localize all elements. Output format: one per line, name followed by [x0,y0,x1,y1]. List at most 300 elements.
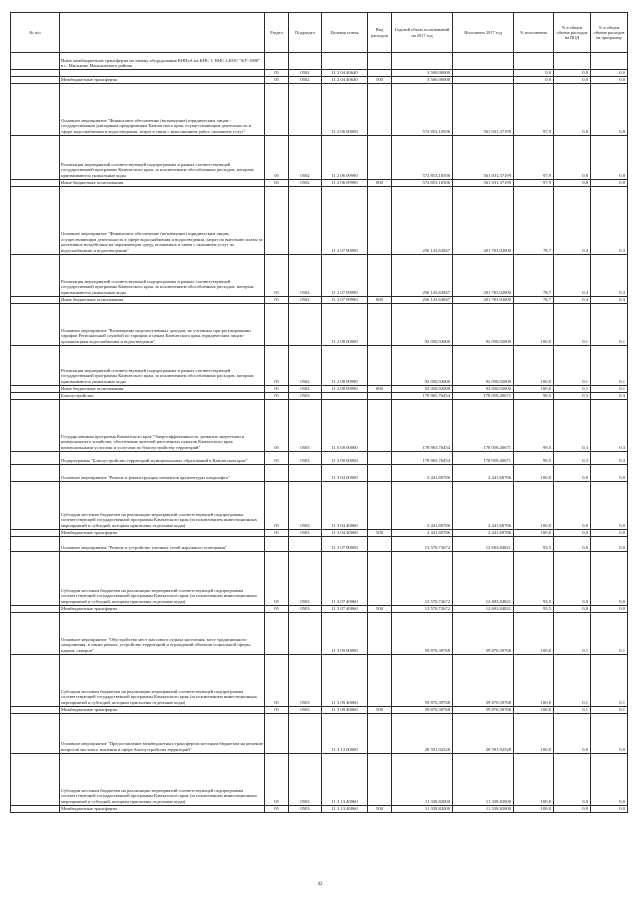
header-razdel: Раздел [265,13,289,53]
row-name-cell: Иные бюджетные ассигнования [60,296,265,303]
header-execution-percent: % исполнения [514,13,554,53]
row-podrazdel-cell: 0503 [289,706,322,713]
row-name-cell: Иные бюджетные ассигнования [60,179,265,186]
row-allocation-cell: 59 870,39768 [392,706,453,713]
row-number-cell [11,481,60,529]
row-share-program-cell: 0,0 [591,753,628,805]
row-expense-type-cell [368,186,392,254]
row-share-program-cell: 0,1 [591,303,628,345]
table-row [11,713,628,753]
row-expense-type-cell: 800 [368,296,392,303]
row-name-cell: Реализация мероприятий соответствующей подпрограммы в рамках соответствующей государственной программы Камчатского края, за исключением обособленных расходов, которым присваиваются уникальные коды [60,254,265,296]
row-share-program-cell: 0,3 [591,399,628,451]
row-number-cell [11,805,60,812]
table-header-row [11,13,628,53]
row-share-pod-cell: 0,0 [554,753,591,805]
row-share-pod-cell: 0,0 [554,605,591,612]
row-target-article-cell: 11 3 13 00000 [322,713,368,753]
row-podrazdel-cell: 0503 [289,753,322,805]
row-share-pod-cell: 0,3 [554,399,591,451]
row-executed-cell: 561 031,37199 [453,135,514,179]
row-name-cell: Основное мероприятие "Ремонт и реконструкция элементов архитектуры ландшафта" [60,464,265,481]
row-share-program-cell: 0,1 [591,654,628,706]
row-name-cell: Реализация мероприятий соответствующей подпрограммы в рамках соответствующей государственной программы Камчатского края, за исключением обособленных расходов, которым присваиваются уникальные коды [60,345,265,385]
row-target-article-cell: 11 3 13 40060 [322,805,368,812]
row-share-pod-cell: 0,0 [554,76,591,83]
row-target-article-cell: 11 3 09 40060 [322,706,368,713]
row-execution-percent-cell: 78,7 [514,186,554,254]
row-allocation-cell: 13 570,72672 [392,605,453,612]
row-allocation-cell: 256 143,63847 [392,296,453,303]
row-allocation-cell: 92 050,92000 [392,385,453,392]
row-allocation-cell: 2 441,69786 [392,529,453,536]
row-number-cell [11,296,60,303]
row-allocation-cell: 2 441,69786 [392,464,453,481]
row-share-program-cell: 0,0 [591,805,628,812]
row-podrazdel-cell: 0502 [289,179,322,186]
row-execution-percent-cell [514,53,554,70]
row-name-cell: Межбюджетные трансферты [60,529,265,536]
page-number: 42 [317,882,323,887]
row-execution-percent-cell: 100,0 [514,805,554,812]
header-podrazdel: Подраздел [289,13,322,53]
row-razdel-cell: 05 [265,451,289,464]
row-executed-cell: 59 870,39768 [453,612,514,654]
row-name-cell: Межбюджетные трансферты [60,76,265,83]
row-executed-cell: 178 058,40671 [453,399,514,451]
row-number-cell [11,529,60,536]
row-number-cell [11,451,60,464]
row-target-article-cell: 11 2 04 40640 [322,76,368,83]
row-share-program-cell: 0,1 [591,706,628,713]
row-executed-cell: 201 703,92000 [453,186,514,254]
row-target-article-cell: 11 3 07 40060 [322,551,368,605]
row-expense-type-cell [368,303,392,345]
row-allocation-cell: 28 591,92528 [392,713,453,753]
row-executed-cell: 178 058,40671 [453,451,514,464]
row-number-cell [11,135,60,179]
row-executed-cell: 12 693,84821 [453,536,514,551]
row-share-program-cell: 0,3 [591,254,628,296]
row-share-program-cell: 0,3 [591,392,628,399]
table-row [11,399,628,451]
row-share-pod-cell: 0,0 [554,713,591,753]
row-expense-type-cell [368,254,392,296]
row-number-cell [11,464,60,481]
row-share-pod-cell: 0,1 [554,345,591,385]
row-execution-percent-cell: 100,0 [514,464,554,481]
row-number-cell [11,186,60,254]
row-razdel-cell: 05 [265,296,289,303]
row-name-cell: Субсидии местным бюджетам на реализацию мероприятий соответствующей подпрограммы соответствующей государственной программы Камчатского края (за исключением инвестиционных мероприятий и субсидий, которым присвоены отдельные коды) [60,481,265,529]
row-expense-type-cell: 500 [368,605,392,612]
row-executed-cell: 59 870,39768 [453,706,514,713]
header-share-pod: % в общем объеме расходов на ПОД [554,13,591,53]
row-allocation-cell: 178 965,76454 [392,392,453,399]
row-razdel-cell [265,186,289,254]
row-allocation-cell: 256 143,63847 [392,254,453,296]
row-share-program-cell: 0,0 [591,536,628,551]
row-execution-percent-cell: 78,7 [514,296,554,303]
row-executed-cell: 11 339,82000 [453,753,514,805]
row-executed-cell: 12 693,84821 [453,551,514,605]
table-row [11,612,628,654]
row-name-cell: Межбюджетные трансферты [60,605,265,612]
row-execution-percent-cell: 0,0 [514,76,554,83]
row-expense-type-cell: 500 [368,76,392,83]
row-expense-type-cell: 800 [368,385,392,392]
row-name-cell: Межбюджетные трансферты [60,805,265,812]
row-razdel-cell: 05 [265,392,289,399]
row-razdel-cell [265,713,289,753]
row-target-article-cell: 11 2 06 00000 [322,83,368,135]
row-target-article-cell: 11 2 08 09990 [322,345,368,385]
row-share-program-cell: 0,0 [591,605,628,612]
row-podrazdel-cell: 0502 [289,345,322,385]
row-execution-percent-cell: 100,0 [514,345,554,385]
row-execution-percent-cell: 97,9 [514,83,554,135]
row-share-pod-cell: 0,1 [554,654,591,706]
row-podrazdel-cell: 0503 [289,399,322,451]
row-razdel-cell: 05 [265,345,289,385]
row-share-program-cell: 0,1 [591,385,628,392]
row-target-article-cell: 11 2 07 00000 [322,186,368,254]
header-expense-type: Вид расходов [368,13,392,53]
row-executed-cell [453,70,514,77]
row-target-article-cell: 11 2 08 09990 [322,385,368,392]
row-name-cell: Основное мероприятие "Финансовое обеспечение (возмещение) юридическим лицам - государственным унитарным предприятиям Камчатского края, осуществляющим деятельность в сфере водоснабжения и водоотведения, затрат в связи с выполнением работ, оказанием услуг" [60,83,265,135]
row-number-cell [11,713,60,753]
row-share-program-cell: 0,0 [591,713,628,753]
row-share-program-cell: 0,1 [591,345,628,385]
row-share-program-cell: 0,0 [591,464,628,481]
header-share-program: % в общем объеме расходов на программу [591,13,628,53]
row-name-cell [60,70,265,77]
row-podrazdel-cell [289,303,322,345]
row-execution-percent-cell: 99,5 [514,399,554,451]
table-row [11,481,628,529]
row-share-pod-cell: 0,1 [554,612,591,654]
row-target-article-cell: 11 2 06 09990 [322,135,368,179]
row-expense-type-cell [368,654,392,706]
table-row [11,706,628,713]
row-name-cell: Основное мероприятие "Финансовое обеспечение (возмещение) юридическим лицам, осуществляющим деятельность в сфере водоснабжения и водоотведения, затрат по внесению платы за негативное воздействие на окружающую среду, возникших в связи с оказанием услуг по водоснабжению и водоотведению" [60,186,265,254]
row-expense-type-cell [368,345,392,385]
row-allocation-cell: 178 965,76454 [392,399,453,451]
row-expense-type-cell [368,713,392,753]
row-expense-type-cell: 500 [368,805,392,812]
row-number-cell [11,551,60,605]
row-share-pod-cell: 0,0 [554,481,591,529]
table-row [11,179,628,186]
row-expense-type-cell [368,53,392,70]
row-share-pod-cell: 0,3 [554,451,591,464]
table-row [11,296,628,303]
row-razdel-cell: 05 [265,605,289,612]
row-number-cell [11,345,60,385]
row-executed-cell: 59 870,39768 [453,654,514,706]
row-name-cell: Субсидии местным бюджетам на реализацию мероприятий соответствующей подпрограммы соответствующей государственной программы Камчатского края (за исключением инвестиционных мероприятий и субсидий, которым присвоены отдельные коды) [60,753,265,805]
row-executed-cell [453,53,514,70]
row-share-program-cell: 0,0 [591,76,628,83]
row-share-pod-cell: 0,8 [554,83,591,135]
row-share-pod-cell: 0,0 [554,536,591,551]
row-podrazdel-cell: 0502 [289,254,322,296]
row-execution-percent-cell: 100,0 [514,385,554,392]
row-allocation-cell: 92 050,92000 [392,303,453,345]
row-execution-percent-cell: 93,5 [514,536,554,551]
header-no: № п/п [11,13,60,53]
row-razdel-cell: 05 [265,70,289,77]
row-target-article-cell [322,53,368,70]
row-number-cell [11,654,60,706]
row-share-program-cell: 0,0 [591,481,628,529]
table-row [11,464,628,481]
row-share-pod-cell: 0,8 [554,135,591,179]
table-row [11,654,628,706]
row-executed-cell: 28 591,92528 [453,713,514,753]
row-allocation-cell: 3 500,00000 [392,76,453,83]
row-allocation-cell: 256 143,63847 [392,186,453,254]
row-allocation-cell: 13 570,72672 [392,536,453,551]
row-target-article-cell: 11 3 00 00000 [322,451,368,464]
row-number-cell [11,706,60,713]
row-razdel-cell: 05 [265,385,289,392]
row-razdel-cell [265,612,289,654]
row-allocation-cell: 3 500,00000 [392,70,453,77]
row-number-cell [11,612,60,654]
row-execution-percent-cell: 93,5 [514,551,554,605]
row-razdel-cell: 05 [265,753,289,805]
row-execution-percent-cell: 0,0 [514,70,554,77]
row-allocation-cell: 572 853,10506 [392,83,453,135]
row-share-pod-cell: 0,0 [554,551,591,605]
row-number-cell [11,392,60,399]
row-share-program-cell: 0,3 [591,451,628,464]
row-executed-cell: 92 050,92000 [453,303,514,345]
row-target-article-cell: 11 3 04 40060 [322,529,368,536]
row-name-cell: Подпрограмма "Благоустройство территорий муниципальных образований в Камчатском крае" [60,451,265,464]
row-execution-percent-cell: 97,9 [514,135,554,179]
row-expense-type-cell [368,83,392,135]
row-execution-percent-cell: 97,9 [514,179,554,186]
budget-execution-table [10,12,628,813]
row-target-article-cell: 11 2 06 09990 [322,179,368,186]
row-razdel-cell [265,83,289,135]
table-row [11,83,628,135]
row-expense-type-cell [368,464,392,481]
row-razdel-cell: 05 [265,654,289,706]
row-number-cell [11,753,60,805]
table-row [11,753,628,805]
row-podrazdel-cell: 0502 [289,135,322,179]
row-target-article-cell: 11 3 09 40060 [322,654,368,706]
row-name-cell: Благоустройство [60,392,265,399]
table-row [11,805,628,812]
row-name-cell: Основное мероприятие "Предоставление межбюджетных трансфертов местным бюджетам на решение вопросов местного значения в сфере благоустройства территорий" [60,713,265,753]
row-name-cell: Основное мероприятие "Обустройство мест массового отдыха населения, мест традиционного захоронения, в также ремонт, устройство территорий и ограждений объектов социальной сферы, парков, скверов" [60,612,265,654]
row-name-cell: Государственная программа Камчатского края "Энергоэффективность, развитие энергетики и коммунального хозяйства, обеспечение жителей населенных пунктов Камчатского края коммунальными услугами и услугами по благоустройству территорий" [60,399,265,451]
row-share-pod-cell: 0,0 [554,70,591,77]
row-expense-type-cell [368,612,392,654]
row-name-cell: Иные бюджетные ассигнования [60,385,265,392]
row-podrazdel-cell: 0503 [289,481,322,529]
row-execution-percent-cell: 93,5 [514,605,554,612]
row-razdel-cell: 05 [265,254,289,296]
row-razdel-cell [265,464,289,481]
header-name [60,13,265,53]
row-executed-cell: 201 703,92000 [453,296,514,303]
row-executed-cell: 92 050,92000 [453,345,514,385]
row-razdel-cell: 05 [265,399,289,451]
row-execution-percent-cell: 99,5 [514,392,554,399]
row-executed-cell [453,76,514,83]
row-number-cell [11,53,60,70]
table-row [11,186,628,254]
row-podrazdel-cell: 0502 [289,70,322,77]
row-podrazdel-cell [289,83,322,135]
row-razdel-cell: 05 [265,76,289,83]
row-podrazdel-cell: 0503 [289,805,322,812]
row-number-cell [11,76,60,83]
row-name-cell: Основное мероприятие "Возмещение недополученных доходов, не учтенных при регулировании тарифов Региональной службой по тарифам и ценам Камчатского края, юридическим лицам - организациям водоснабжения и водоотведения" [60,303,265,345]
row-razdel-cell: 05 [265,481,289,529]
row-allocation-cell: 59 870,39768 [392,654,453,706]
row-number-cell [11,254,60,296]
row-allocation-cell: 11 339,82000 [392,805,453,812]
table-body [11,53,628,813]
row-razdel-cell: 05 [265,529,289,536]
row-podrazdel-cell: 0502 [289,76,322,83]
row-podrazdel-cell: 0503 [289,392,322,399]
row-target-article-cell: 11 3 04 40060 [322,481,368,529]
row-expense-type-cell [368,753,392,805]
table-row [11,303,628,345]
row-execution-percent-cell: 100,0 [514,713,554,753]
row-execution-percent-cell: 78,7 [514,254,554,296]
table-row [11,605,628,612]
row-target-article-cell: 11 3 07 40060 [322,605,368,612]
row-podrazdel-cell: 0503 [289,605,322,612]
row-share-program-cell: 0,0 [591,551,628,605]
table-row [11,70,628,77]
row-target-article-cell: 11 2 07 09990 [322,254,368,296]
row-podrazdel-cell: 0503 [289,654,322,706]
row-expense-type-cell [368,481,392,529]
row-razdel-cell: 05 [265,706,289,713]
budget-table-sheet [10,12,627,813]
row-target-article-cell: 11 0 00 00000 [322,399,368,451]
row-execution-percent-cell: 100,0 [514,529,554,536]
row-share-pod-cell: 0,3 [554,392,591,399]
row-number-cell [11,605,60,612]
row-share-pod-cell: 0,0 [554,529,591,536]
row-executed-cell: 561 031,37199 [453,83,514,135]
row-share-pod-cell: 0,4 [554,254,591,296]
row-share-program-cell: 0,8 [591,179,628,186]
row-share-pod-cell: 0,1 [554,706,591,713]
row-target-article-cell: 11 3 09 00000 [322,612,368,654]
row-share-program-cell: 0,3 [591,186,628,254]
row-executed-cell: 561 031,37199 [453,179,514,186]
row-name-cell: Субсидии местным бюджетам на реализацию мероприятий соответствующей подпрограммы соответствующей государственной программы Камчатского края (за исключением инвестиционных мероприятий и субсидий, которым присвоены отдельные коды) [60,654,265,706]
row-podrazdel-cell [289,53,322,70]
row-podrazdel-cell: 0503 [289,529,322,536]
row-allocation-cell: 13 570,72672 [392,551,453,605]
row-expense-type-cell: 500 [368,529,392,536]
row-share-pod-cell: 0,0 [554,464,591,481]
row-expense-type-cell [368,451,392,464]
row-number-cell [11,303,60,345]
row-executed-cell: 11 339,82000 [453,805,514,812]
header-target-article: Целевая статья [322,13,368,53]
row-podrazdel-cell [289,713,322,753]
row-executed-cell: 92 050,92000 [453,385,514,392]
row-allocation-cell: 572 853,10506 [392,135,453,179]
row-number-cell [11,399,60,451]
row-share-program-cell [591,53,628,70]
row-name-cell: Межбюджетные трансферты [60,706,265,713]
table-row [11,392,628,399]
row-execution-percent-cell: 100,0 [514,654,554,706]
row-target-article-cell: 11 3 13 40060 [322,753,368,805]
row-share-program-cell: 0,8 [591,83,628,135]
row-expense-type-cell [368,70,392,77]
row-expense-type-cell [368,392,392,399]
row-razdel-cell [265,303,289,345]
table-row [11,529,628,536]
row-razdel-cell [265,53,289,70]
row-number-cell [11,83,60,135]
row-expense-type-cell [368,399,392,451]
row-name-cell: Иные межбюджетные трансферты на замену оборудования КНПаА на КНС 1, КНС 2,КОС "КУ-1800" в с. Мильково Мильковского района [60,53,265,70]
row-razdel-cell [265,536,289,551]
row-podrazdel-cell: 0503 [289,451,322,464]
row-podrazdel-cell [289,612,322,654]
row-name-cell: Основное мероприятие "Ремонт и устройство уличных сетей наружного освещения" [60,536,265,551]
row-share-pod-cell: 0,4 [554,296,591,303]
row-share-pod-cell: 0,4 [554,186,591,254]
row-share-program-cell: 0,0 [591,70,628,77]
row-allocation-cell: 59 870,39768 [392,612,453,654]
row-name-cell: Реализация мероприятий соответствующей подпрограммы в рамках соответствующей государственной программы Камчатского края, за исключением обособленных расходов, которым присваиваются уникальные коды [60,135,265,179]
row-execution-percent-cell: 100,0 [514,612,554,654]
table-row [11,76,628,83]
row-allocation-cell: 92 050,92000 [392,345,453,385]
row-allocation-cell [392,53,453,70]
row-allocation-cell: 572 853,10506 [392,179,453,186]
row-razdel-cell: 05 [265,135,289,179]
row-target-article-cell: 11 2 07 09990 [322,296,368,303]
table-row [11,345,628,385]
row-executed-cell: 2 441,69786 [453,464,514,481]
row-expense-type-cell [368,551,392,605]
row-executed-cell: 2 441,69786 [453,529,514,536]
row-podrazdel-cell [289,536,322,551]
row-number-cell [11,385,60,392]
row-number-cell [11,70,60,77]
row-podrazdel-cell [289,186,322,254]
row-number-cell [11,179,60,186]
row-razdel-cell: 05 [265,179,289,186]
row-razdel-cell: 05 [265,551,289,605]
row-podrazdel-cell [289,464,322,481]
row-executed-cell: 12 693,84821 [453,605,514,612]
row-share-pod-cell: 0,1 [554,303,591,345]
row-target-article-cell: 11 2 04 40640 [322,70,368,77]
header-annual-allocation: Годовой объем ассигнований на 2017 год [392,13,453,53]
row-podrazdel-cell: 0503 [289,551,322,605]
